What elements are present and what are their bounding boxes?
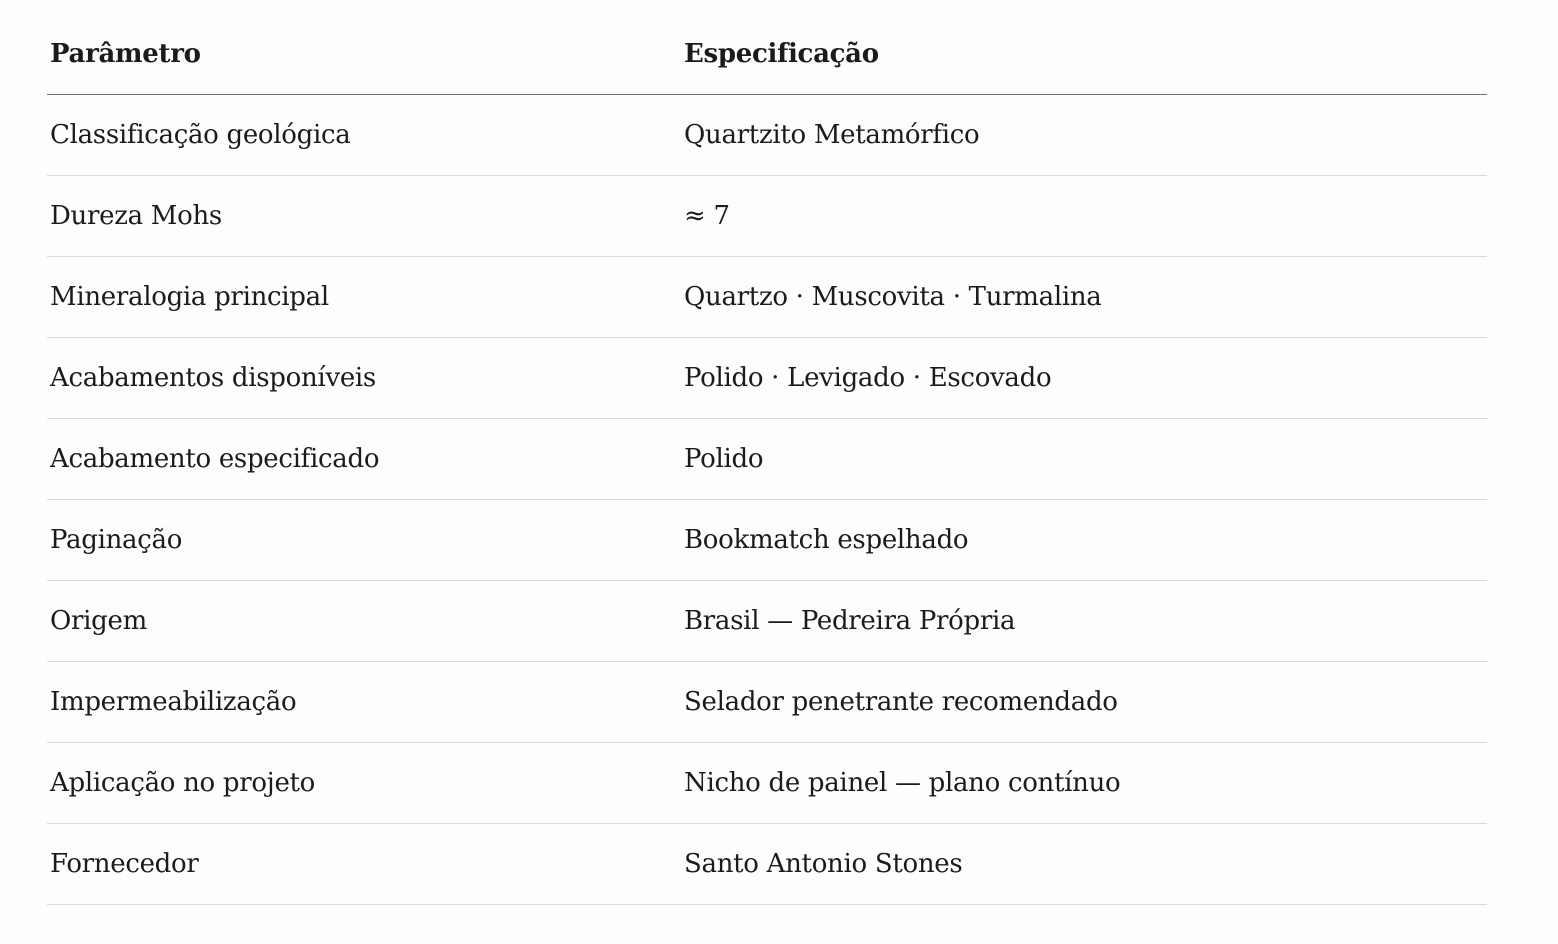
table-row — [47, 257, 1487, 338]
table-row — [47, 176, 1487, 257]
table-row — [47, 419, 1487, 500]
cell-specification: Polido — [681, 419, 1487, 500]
table-row — [47, 500, 1487, 581]
header-row — [47, 14, 1487, 95]
cell-parameter: Impermeabilização — [47, 662, 681, 743]
table-body — [47, 95, 1487, 905]
cell-specification: Quartzo · Muscovita · Turmalina — [681, 257, 1487, 338]
cell-specification: Santo Antonio Stones — [681, 824, 1487, 905]
table-row — [47, 581, 1487, 662]
table-row — [47, 743, 1487, 824]
cell-specification: Nicho de painel — plano contínuo — [681, 743, 1487, 824]
header-parameter: Parâmetro — [47, 14, 681, 95]
table-header — [47, 14, 1487, 95]
header-specification: Especificação — [681, 14, 1487, 95]
cell-specification: Quartzito Metamórfico — [681, 95, 1487, 176]
cell-parameter: Acabamentos disponíveis — [47, 338, 681, 419]
specification-table — [47, 14, 1487, 905]
table-row — [47, 338, 1487, 419]
cell-specification: Bookmatch espelhado — [681, 500, 1487, 581]
cell-parameter: Aplicação no projeto — [47, 743, 681, 824]
table-row — [47, 824, 1487, 905]
cell-parameter: Mineralogia principal — [47, 257, 681, 338]
cell-specification: ≈ 7 — [681, 176, 1487, 257]
cell-parameter: Classificação geológica — [47, 95, 681, 176]
cell-parameter: Acabamento especificado — [47, 419, 681, 500]
table-row — [47, 662, 1487, 743]
cell-specification: Brasil — Pedreira Própria — [681, 581, 1487, 662]
cell-parameter: Dureza Mohs — [47, 176, 681, 257]
cell-specification: Selador penetrante recomendado — [681, 662, 1487, 743]
cell-parameter: Origem — [47, 581, 681, 662]
cell-parameter: Fornecedor — [47, 824, 681, 905]
table-row — [47, 95, 1487, 176]
cell-parameter: Paginação — [47, 500, 681, 581]
cell-specification: Polido · Levigado · Escovado — [681, 338, 1487, 419]
